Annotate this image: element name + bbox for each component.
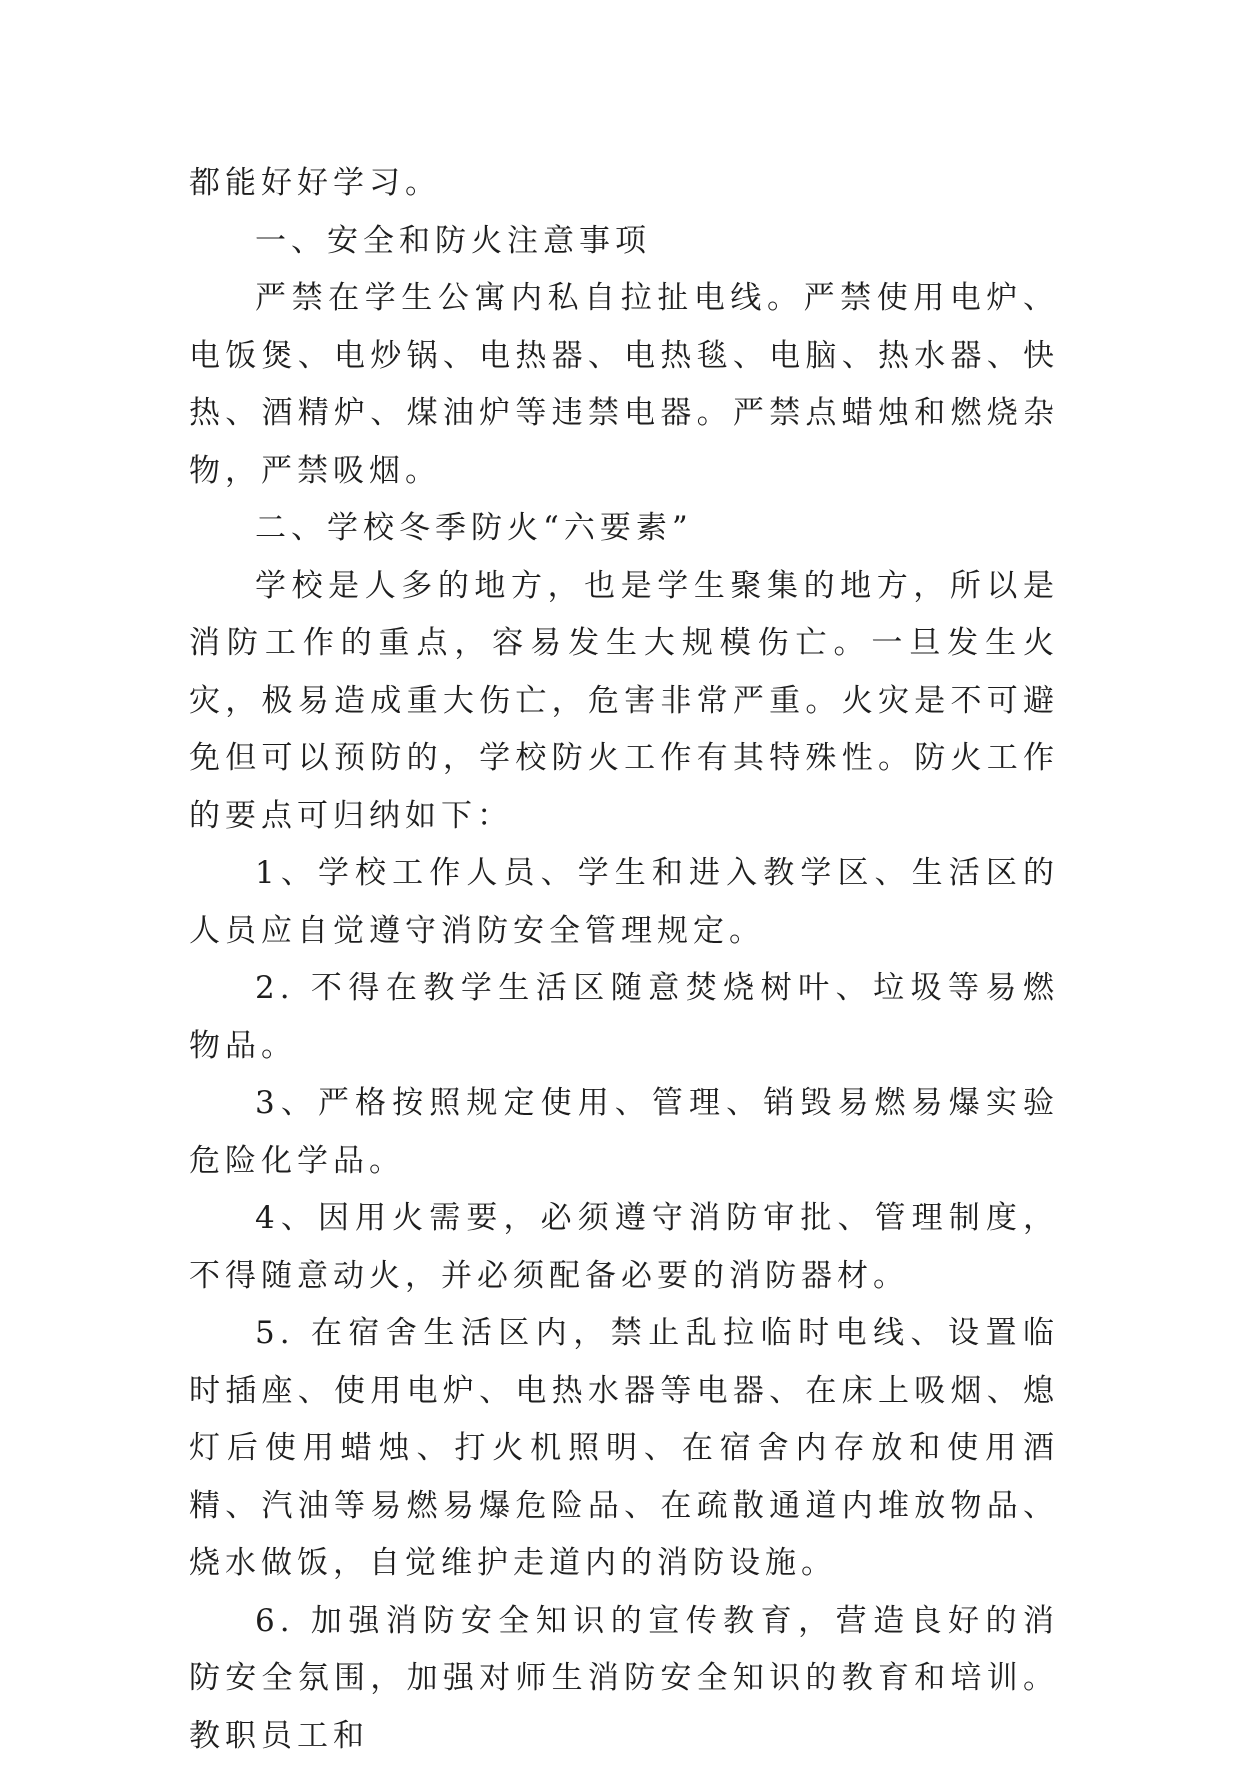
list-item-4: 4、因用火需要，必须遵守消防审批、管理制度，不得随意动火，并必须配备必要的消防器材。 [189,1190,1059,1305]
paragraph-continuation: 都能好好学习。 [189,155,1059,213]
list-item-5: 5. 在宿舍生活区内，禁止乱拉临时电线、设置临时插座、使用电炉、电热水器等电器、在床上吸烟、熄灯后使用蜡烛、打火机照明、在宿舍内存放和使用酒精、汽油等易燃易爆危险品、在疏散通道内堆放物品、烧水做饭，自觉维护走道内的消防设施。 [189,1305,1059,1593]
list-item-2: 2. 不得在教学生活区随意焚烧树叶、垃圾等易燃物品。 [189,960,1059,1075]
paragraph-prohibitions: 严禁在学生公寓内私自拉扯电线。严禁使用电炉、电饭煲、电炒锅、电热器、电热毯、电脑、热水器、快热、酒精炉、煤油炉等违禁电器。严禁点蜡烛和燃烧杂物，严禁吸烟。 [189,270,1059,500]
section-heading-six-elements: 二、学校冬季防火“六要素” [189,500,1059,558]
list-item-1: 1、学校工作人员、学生和进入教学区、生活区的人员应自觉遵守消防安全管理规定。 [189,845,1059,960]
section-heading-safety: 一、安全和防火注意事项 [189,213,1059,271]
list-item-6: 6. 加强消防安全知识的宣传教育，营造良好的消防安全氛围，加强对师生消防安全知识的教育和培训。教职员工和 [189,1593,1059,1765]
list-item-3: 3、严格按照规定使用、管理、销毁易燃易爆实验危险化学品。 [189,1075,1059,1190]
document-body [189,155,1059,1765]
paragraph-school-fire-intro: 学校是人多的地方，也是学生聚集的地方，所以是消防工作的重点，容易发生大规模伤亡。一旦发生火灾，极易造成重大伤亡，危害非常严重。火灾是不可避免但可以预防的，学校防火工作有其特殊性。防火工作的要点可归纳如下： [189,558,1059,846]
